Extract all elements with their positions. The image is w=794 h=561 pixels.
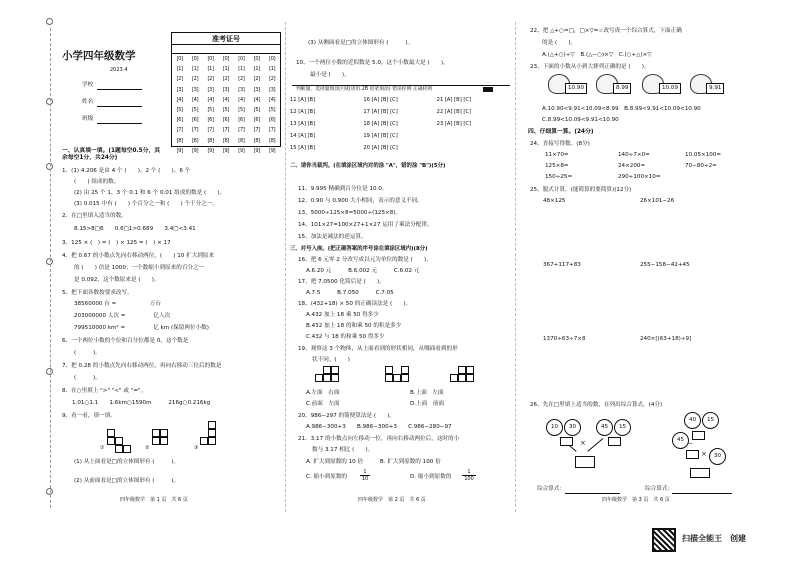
ticket-bubble[interactable]: [8] bbox=[176, 137, 183, 144]
q25-expr: 255−158−42+45 bbox=[640, 262, 690, 268]
duck-number-card: 10.90 bbox=[565, 83, 587, 94]
scanner-watermark: 扫描全能王 创建 bbox=[682, 534, 746, 543]
page-3-footer: 四年级数学 第 3 页 共 6 页 bbox=[602, 497, 670, 503]
q10-line: 最小是 ( )。 bbox=[310, 72, 350, 78]
ticket-bubble[interactable]: [6] bbox=[207, 117, 214, 124]
q9-line: 9、看一看，填一填。 bbox=[62, 413, 116, 419]
ticket-bubble[interactable]: [3] bbox=[238, 86, 245, 93]
ticket-bubble[interactable]: [3] bbox=[222, 86, 230, 93]
answer-bubble-cell[interactable] bbox=[437, 133, 510, 145]
ticket-bubble[interactable]: [3] bbox=[207, 86, 214, 93]
answer-bubble-grid[interactable] bbox=[290, 97, 510, 157]
q8-line: 8、在○里填上 ">" "<" 或 "="。 bbox=[62, 388, 147, 394]
answer-bubble-cell[interactable]: 22 [A] [B] [C] bbox=[436, 109, 472, 115]
formula-label: 综合算式： bbox=[645, 486, 673, 492]
answer-bubble-cell[interactable]: 11 [A] [B] bbox=[290, 97, 316, 103]
q1-line: (3) 0.015 中有 ( ) 个百分之一和 ( ) 个千分之一。 bbox=[74, 201, 219, 207]
ticket-bubble[interactable]: [6] bbox=[222, 117, 230, 124]
tree-node: 30 bbox=[709, 448, 726, 465]
calc-item: 10.05×100= bbox=[685, 152, 722, 158]
ticket-bubble[interactable]: [5] bbox=[192, 106, 199, 113]
duck-number-card: 8.99 bbox=[613, 83, 631, 94]
q18-line: 18、(432+18) × 50 的正确读法是 ( )。 bbox=[298, 301, 412, 307]
ticket-bubble[interactable]: [8] bbox=[269, 137, 276, 144]
ticket-bubble[interactable]: [3] bbox=[192, 86, 199, 93]
q2-line: 8.15>8□6 0.6□1>0.689 3.4□<3.41 bbox=[74, 226, 196, 232]
answer-row[interactable] bbox=[290, 133, 510, 145]
answer-bubble-cell[interactable] bbox=[437, 145, 510, 157]
ticket-bubble[interactable]: [9] bbox=[176, 147, 183, 154]
answer-bubble-cell[interactable]: 13 [A] [B] bbox=[290, 121, 316, 127]
times-sign: × bbox=[580, 439, 586, 447]
q1-line: (2) 由 25 个 1、3 个 0.1 和 6 个 0.01 组成的数是 ( )。 bbox=[74, 190, 226, 196]
section-4-heading: 四、仔细算一算。(24分) bbox=[528, 129, 594, 135]
q16-line: 16、把 6 元零 2 分改写成以元为单位的数是 ( )。 bbox=[298, 257, 432, 263]
q5-line: 38560000 台 = 万台 bbox=[74, 301, 162, 307]
ticket-bubble[interactable]: [7] bbox=[238, 127, 245, 134]
q3-line: 3、125 × ( ) = ( ) × 125 = ( ) × 17 bbox=[62, 240, 171, 246]
ticket-bubble[interactable]: [3] bbox=[253, 86, 260, 93]
q25-expr: 367+117+83 bbox=[543, 262, 581, 268]
q4-line: 4、把 0.67 的小数点先向右移动两位，( ) 10 扩大到原来 bbox=[62, 253, 215, 259]
ticket-bubble[interactable]: [4] bbox=[192, 96, 199, 103]
binding-line bbox=[50, 28, 51, 508]
page-1-footer: 四年级数学 第 1 页 共 6 页 bbox=[120, 497, 188, 503]
exam-date: 2023.4 bbox=[110, 67, 128, 73]
tree-node: 45 bbox=[672, 432, 689, 449]
ticket-bubble[interactable]: [8] bbox=[222, 137, 230, 144]
exam-title: 小学四年级数学 bbox=[62, 50, 136, 62]
q14-line: 14、101×27=100×27+1×27 运用了乘法分配律。 bbox=[298, 222, 433, 228]
fraction-1-10: 1 10 bbox=[361, 469, 369, 483]
calc-item: 24×200= bbox=[618, 163, 646, 169]
ticket-bubble[interactable]: [9] bbox=[269, 147, 276, 154]
ticket-bubble[interactable]: [6] bbox=[269, 117, 276, 124]
ticket-bubble[interactable]: [0] bbox=[192, 56, 199, 62]
ticket-bubble[interactable]: [5] bbox=[269, 106, 276, 113]
q8-line: 1.01○1.1 1.6km○1590m 216g○0.216kg bbox=[72, 400, 211, 406]
q22-line: 22、把 △+○=□，□×▽=☆改写成一个综合算式，下面正确 bbox=[530, 28, 682, 34]
q21-line: 21、3.17 的小数点向左移动一位，再向右移动两位后，这时的小 bbox=[298, 436, 460, 442]
ticket-bubble[interactable]: [5] bbox=[253, 106, 260, 113]
answer-bubble-cell[interactable]: 18 [A] [B] [C] bbox=[363, 121, 398, 127]
ticket-bubble[interactable]: [5] bbox=[207, 106, 214, 113]
ticket-bubble[interactable]: [8] bbox=[238, 137, 245, 144]
q1-line: 1、(1) 4.206 是由 4 个 ( )、2 个 ( )、6 个 bbox=[62, 168, 191, 174]
q25-expr: 1370÷63÷7×8 bbox=[543, 336, 586, 342]
answer-bubble-cell[interactable]: 21 [A] [B] [C] bbox=[436, 97, 472, 103]
tree-node: 45 bbox=[596, 419, 613, 436]
result-box[interactable] bbox=[690, 468, 710, 478]
q21-option-d: D. 缩小到原数的 bbox=[410, 474, 452, 480]
ticket-bubble-row[interactable] bbox=[172, 136, 280, 146]
section-3-heading: 三、对号入座。(把正确答案的序号涂在填涂区域内)(8分) bbox=[290, 246, 428, 252]
ticket-bubble[interactable]: [7] bbox=[253, 127, 260, 134]
ticket-bubble[interactable]: [1] bbox=[207, 66, 214, 73]
ticket-bubble[interactable]: [4] bbox=[176, 96, 183, 103]
ticket-bubble-rows[interactable] bbox=[172, 54, 280, 156]
answer-row[interactable] bbox=[290, 121, 510, 133]
ticket-bubble[interactable]: [8] bbox=[192, 137, 199, 144]
class-field[interactable] bbox=[97, 123, 142, 124]
q9-line: (1) 从上面看是□的立体图形有 ( )。 bbox=[74, 459, 180, 465]
tree-node: 30 bbox=[564, 419, 581, 436]
q20-line: 20、986−297 的简便算法是 ( )。 bbox=[298, 413, 396, 419]
q19-option: A.左面 右面 bbox=[306, 390, 340, 396]
result-box[interactable] bbox=[575, 456, 595, 468]
ticket-bubble-row[interactable] bbox=[172, 74, 280, 84]
page-divider bbox=[515, 22, 516, 512]
formula-field[interactable] bbox=[672, 493, 732, 494]
blank-box[interactable] bbox=[692, 431, 705, 440]
q17-options: A.7.5 B.7.050 C.7.05 bbox=[306, 290, 394, 296]
q5-line: 5、把下面各数按要求改写。 bbox=[62, 290, 133, 296]
q26-line: 26、先在□里填上适当的数，在列出综合算式。(4分) bbox=[530, 402, 663, 408]
answer-sheet-note: 判断题、选择题填涂区域(请用 2B 铅笔填涂) 错误样例 正确样例 bbox=[296, 87, 433, 92]
q13-line: 13、5000÷125×8=5000÷(125×8)。 bbox=[298, 210, 402, 216]
answer-bubble-cell[interactable]: 14 [A] [B] bbox=[290, 133, 316, 139]
formula-label: 综合算式： bbox=[537, 486, 565, 492]
ticket-bubble[interactable]: [7] bbox=[207, 127, 214, 134]
blank-box[interactable] bbox=[686, 450, 699, 459]
q5-line: 203000000 人次 = 亿人次 bbox=[74, 313, 171, 319]
blank-box[interactable] bbox=[608, 437, 621, 446]
ticket-bubble[interactable]: [7] bbox=[192, 127, 199, 134]
binding-hole bbox=[46, 18, 53, 25]
ticket-bubble[interactable]: [6] bbox=[253, 117, 260, 124]
q21-option-c: C. 缩小到原数的 bbox=[306, 474, 348, 480]
correct-sample-mark bbox=[483, 87, 493, 92]
q20-options: A.986−300+3 B.986−300+3 C.986−280−97 bbox=[306, 424, 452, 430]
ticket-bubble-row[interactable] bbox=[172, 54, 280, 64]
q4-line: 的 ( ) 倍是 1000；一个数缩小到原来的百分之一 bbox=[74, 265, 205, 271]
ticket-bubble[interactable]: [6] bbox=[176, 117, 183, 124]
ticket-bubble[interactable]: [4] bbox=[269, 96, 276, 103]
q1-line: ( ) 组成的数。 bbox=[74, 179, 120, 185]
tree-node: 10 bbox=[546, 419, 563, 436]
ticket-bubble-row[interactable] bbox=[172, 85, 280, 95]
ticket-bubble[interactable]: [2] bbox=[253, 76, 260, 83]
ticket-bubble[interactable]: [9] bbox=[222, 147, 230, 154]
ticket-bubble[interactable]: [1] bbox=[253, 66, 260, 73]
ticket-bubble[interactable]: [4] bbox=[222, 96, 230, 103]
section-1-heading: 一、认真填一填。(1题每空0.5分，其余每空1分，共24分) bbox=[62, 148, 161, 162]
ticket-bubble[interactable]: [1] bbox=[238, 66, 245, 73]
page-2-footer: 四年级数学 第 2 页 共 6 页 bbox=[358, 497, 426, 503]
ticket-bubble[interactable]: [0] bbox=[222, 56, 230, 62]
ticket-bubble[interactable]: [9] bbox=[238, 147, 245, 154]
tree-node: 15 bbox=[702, 412, 719, 429]
ticket-bubble[interactable]: [5] bbox=[238, 106, 245, 113]
q22-line: 的是 ( )。 bbox=[542, 40, 577, 46]
answer-bubble-cell[interactable]: 23 [A] [B] [C] bbox=[436, 121, 472, 127]
q6-line: 6、一个两位小数的个位和百分位都是 0，这个数是 bbox=[62, 338, 189, 344]
ticket-bubble[interactable]: [4] bbox=[253, 96, 260, 103]
ticket-bubble[interactable]: [5] bbox=[222, 106, 230, 113]
q7-line: 7、把 0.28 的小数点先向右移动两位，再向右移动三位后的数是 bbox=[62, 363, 222, 369]
q19-line: 状不同。( ) bbox=[312, 357, 350, 363]
ticket-bubble[interactable]: [2] bbox=[192, 76, 199, 83]
ticket-bubble[interactable]: [1] bbox=[269, 66, 276, 73]
answer-bubble-cell[interactable]: 16 [A] [B] [C] bbox=[363, 97, 398, 103]
ticket-bubble-row[interactable] bbox=[172, 95, 280, 105]
duck-number-card: 10.09 bbox=[659, 83, 681, 94]
q16-options: A.6.20 元 B.6.002 元 C.6.02 元 bbox=[306, 268, 420, 274]
q23-options: A.10.90<9.91<10.09<8.99 B.8.99<9.91<10.09<10.90 bbox=[542, 106, 701, 112]
name-field[interactable] bbox=[97, 106, 142, 107]
ticket-bubble[interactable]: [7] bbox=[222, 127, 230, 134]
ticket-bubble[interactable]: [3] bbox=[269, 86, 276, 93]
ticket-bubble-row[interactable] bbox=[172, 64, 280, 74]
answer-row[interactable] bbox=[290, 145, 510, 157]
school-label: 学校 bbox=[82, 82, 94, 88]
ticket-bubble-row[interactable] bbox=[172, 105, 280, 115]
fraction-1-100: 1 100 bbox=[462, 469, 476, 483]
q21-options: A. 扩大到原数的 10 倍 B. 扩大到原数的 100 倍 bbox=[306, 459, 441, 465]
ticket-bubble[interactable]: [0] bbox=[269, 56, 276, 62]
q23-options: C.8.99<10.09<9.91<10.90 bbox=[542, 117, 619, 123]
ticket-bubble[interactable]: [7] bbox=[269, 127, 276, 134]
q19-option: D.上面 前面 bbox=[410, 401, 445, 407]
q2-line: 2、在□里填入适当的数。 bbox=[62, 213, 127, 219]
admission-ticket-grid[interactable] bbox=[171, 32, 281, 154]
calc-item: 290÷100×10= bbox=[618, 174, 661, 180]
q5-line: 799510000 km² = 亿 km (保留两位小数) bbox=[74, 325, 209, 331]
q25-expr: 26×101−26 bbox=[640, 198, 675, 204]
ticket-bubble[interactable]: [1] bbox=[176, 66, 183, 73]
q25-expr: 240×[(63+18)÷9] bbox=[640, 336, 692, 342]
answer-bubble-cell[interactable]: 20 [A] [B] [C] bbox=[363, 145, 398, 151]
ticket-bubble-row[interactable] bbox=[172, 125, 280, 135]
q18-option: B.432 加上 18 的和乘 50 的积是多少 bbox=[306, 323, 402, 329]
ticket-bubble[interactable]: [8] bbox=[253, 137, 260, 144]
ticket-bubble[interactable]: [4] bbox=[238, 96, 245, 103]
q19-option: C.前面 左面 bbox=[306, 401, 340, 407]
ticket-bubble[interactable]: [9] bbox=[192, 147, 199, 154]
minus-sign: − bbox=[688, 440, 694, 447]
calc-item: 150÷25= bbox=[545, 174, 573, 180]
tree-node: 40 bbox=[684, 412, 701, 429]
duck-number-card: 9.91 bbox=[706, 83, 724, 94]
ticket-bubble[interactable]: [0] bbox=[176, 56, 183, 62]
blank-box[interactable] bbox=[560, 437, 573, 446]
ticket-bubble[interactable]: [6] bbox=[192, 117, 199, 124]
ticket-bubble[interactable]: [0] bbox=[238, 56, 245, 62]
formula-field[interactable] bbox=[565, 493, 620, 494]
ticket-bubble[interactable]: [3] bbox=[176, 86, 183, 93]
times-sign: × bbox=[701, 450, 707, 458]
q9-line: (2) 从前面看是□的立体图形有 ( )。 bbox=[74, 478, 180, 484]
q24-line: 24、直接写得数。(8分) bbox=[530, 141, 590, 147]
q23-line: 23、下面的小数从小到大排列正确的是 ( )。 bbox=[530, 64, 650, 70]
ticket-bubble[interactable]: [1] bbox=[192, 66, 199, 73]
section-2-heading: 二、请你当裁判。(在填涂区域内对的涂 "A"，错的涂 "B")(5分) bbox=[290, 163, 446, 169]
ticket-label: 准考证号 bbox=[172, 33, 280, 45]
ticket-entry-row[interactable] bbox=[172, 45, 280, 54]
answer-bubble-cell[interactable]: 17 [A] [B] [C] bbox=[363, 109, 398, 115]
ticket-bubble[interactable]: [5] bbox=[176, 106, 183, 113]
answer-bubble-cell[interactable]: 15 [A] [B] bbox=[290, 145, 316, 151]
q7-line: ( )。 bbox=[74, 375, 101, 381]
ticket-bubble[interactable]: [0] bbox=[207, 56, 214, 62]
q19-option: B.上面 左面 bbox=[410, 390, 444, 396]
q12-line: 12、0.90 与 0.900 大小相同，表示的意义不同。 bbox=[298, 198, 423, 204]
ticket-bubble[interactable]: [2] bbox=[222, 76, 230, 83]
ticket-bubble[interactable]: [0] bbox=[253, 56, 260, 62]
ticket-bubble[interactable]: [2] bbox=[176, 76, 183, 83]
q25-line: 25、脱式计算。(能简算的要简算)(12分) bbox=[530, 187, 632, 193]
ticket-bubble[interactable]: [6] bbox=[238, 117, 245, 124]
answer-row[interactable] bbox=[290, 97, 510, 109]
q10-line: 10、一个两位小数的近似数是 5.0，这个小数最大是 ( )， bbox=[296, 60, 449, 66]
ticket-bubble[interactable]: [9] bbox=[207, 147, 214, 154]
calc-item: 11×70= bbox=[545, 152, 569, 158]
tree-node: 15 bbox=[614, 419, 631, 436]
calc-item: 140÷7×0= bbox=[618, 152, 650, 158]
q21-line: 数与 3.17 相比 ( )。 bbox=[312, 447, 374, 453]
calc-item: 125×8= bbox=[545, 163, 569, 169]
ticket-bubble[interactable]: [2] bbox=[207, 76, 214, 83]
class-label: 班级 bbox=[82, 116, 94, 122]
q15-line: 15、加法是减法的逆运算。 bbox=[298, 234, 367, 240]
ticket-bubble-row[interactable] bbox=[172, 146, 280, 156]
q22-options: A.(△+○)÷▽ B.(△−○)×▽ C.(○+△)×▽ bbox=[542, 52, 652, 58]
page-divider bbox=[285, 22, 286, 512]
ticket-bubble[interactable]: [8] bbox=[207, 137, 214, 144]
ticket-bubble[interactable]: [9] bbox=[253, 147, 260, 154]
q25-expr: 48×125 bbox=[543, 198, 566, 204]
school-field[interactable] bbox=[97, 89, 142, 90]
ticket-bubble-row[interactable] bbox=[172, 115, 280, 125]
ticket-bubble[interactable]: [2] bbox=[269, 76, 276, 83]
calc-item: 70−80÷2= bbox=[685, 163, 717, 169]
q19-line: 19、观察这 3 个物体，从上面看到的形状相同，从哪面看到的形 bbox=[298, 346, 458, 352]
answer-bubble-cell[interactable]: 19 [A] [B] [C] bbox=[363, 133, 398, 139]
answer-bubble-cell[interactable]: 12 [A] [B] bbox=[290, 109, 316, 115]
q17-line: 17、把 7.0500 化简后是 ( )。 bbox=[298, 279, 385, 285]
ticket-bubble[interactable]: [1] bbox=[222, 66, 230, 73]
ticket-bubble[interactable]: [7] bbox=[176, 127, 183, 134]
q9-line: (3) 从侧面看是□的立体图形有 ( )。 bbox=[308, 40, 414, 46]
answer-row[interactable] bbox=[290, 109, 510, 121]
ticket-bubble[interactable]: [2] bbox=[238, 76, 245, 83]
qr-code-icon bbox=[652, 528, 676, 552]
q11-line: 11、9.995 精确到百分位是 10.0。 bbox=[298, 186, 388, 192]
ticket-bubble[interactable]: [4] bbox=[207, 96, 214, 103]
name-label: 姓名 bbox=[82, 99, 94, 105]
q18-option: C.432 与 18 的和乘 50 得多少 bbox=[306, 334, 385, 340]
q4-line: 是 0.092，这个数原来是 ( )。 bbox=[74, 277, 160, 283]
q6-line: ( )。 bbox=[74, 350, 101, 356]
q18-option: A.432 加上 18 乘 50 得多少 bbox=[306, 312, 379, 318]
